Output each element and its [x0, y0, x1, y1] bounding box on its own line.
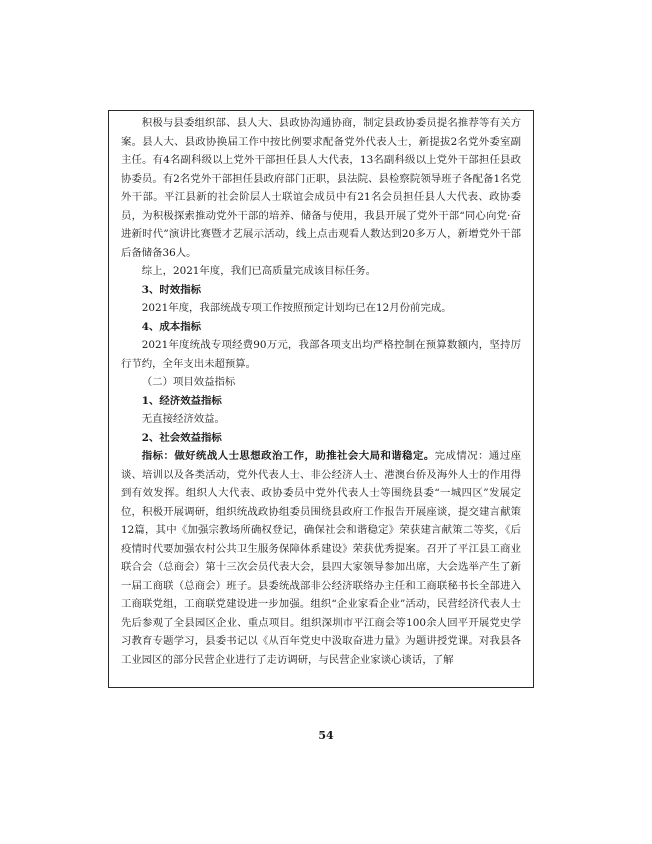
heading-social: 2、社会效益指标 — [141, 431, 222, 444]
paragraph-1: 积极与县委组织部、县人大、县政协沟通协商，制定县政协委员提名推荐等有关方案。县人大、县政协换届工作中按比例要求配备党外代表人士，新提拔2名党外委室副主任。有4名副科级以上党外干部担任县人大代表，13名副科级以上党外干部担任县政协委员。有2名党外干部担任县政府部门正职，县法院、县检察院领导班子各配备1名党外干部。平江县新的社会阶层人士联谊会成员中有21名会员担任县人大代表、政协委员，为积极探索推动党外干部的培养、储备与使用，我县开展了党外干部“同心向党·奋进新时代”演讲比赛暨才艺展示活动，线上点击观看人数达到20多万人，新增党外干部后备储备36人。 — [121, 117, 521, 259]
heading-benefit: （二）项目效益指标 — [141, 376, 236, 388]
paragraph-2: 综上，2021年度，我们已高质量完成该目标任务。 — [141, 265, 377, 277]
indicator-lead: 指标：做好统战人士思想政治工作，助推社会大局和谐稳定。 — [141, 450, 435, 462]
heading-timeliness: 3、时效指标 — [141, 283, 201, 296]
paragraph-4: 2021年度统战专项经费90万元，我部各项支出均严格控制在预算数额内，坚持厉行节约，全年支出未超预算。 — [121, 339, 521, 370]
content-frame — [108, 110, 534, 688]
completion-text: 完成情况：通过座谈、培训以及各类活动，党外代表人士、非公经济人士、港澳台侨及海外人士的作用得到有效发挥。组织人大代表、政协委员中党外代表人士等围绕县委“一城四区”发展定位，积极开展调研，组织统战政协组委员围绕县政府工作报告开展座谈，提交建言献策12篇，其中《加强宗教场所确权登记，确保社会和谐稳定》荣获建言献策二等奖，《后疫情时代要加强农村公共卫生服务保障体系建设》荣获优秀提案。召开了平江县工商业联合会（总商会）第十三次会员代表大会，县四大家领导参加出席，大会选举产生了新一届工商联（总商会）班子。县委统战部非公经济联络办主任和工商联秘书长全部进入工商联党组，工商联党建设进一步加强。组织“企业家看企业”活动，民营经济代表人士先后参观了全县园区企业、重点项目。组织深圳市平江商会等100余人回平开展党史学习教育专题学习，县委书记以《从百年党史中汲取奋进力量》为题讲授党课。对我县各工业园区的部分民营企业进行了走访调研，与民营企业家谈心谈话，了解 — [121, 450, 522, 666]
paragraph-3: 2021年度，我部统战专项工作按照预定计划均已在12月份前完成。 — [141, 302, 452, 314]
paragraph-5: 无直接经济效益。 — [141, 413, 225, 425]
paragraph-social — [121, 447, 521, 669]
page-number: 54 — [318, 729, 334, 742]
heading-cost: 4、成本指标 — [141, 320, 201, 333]
heading-economic: 1、经济效益指标 — [141, 394, 222, 407]
